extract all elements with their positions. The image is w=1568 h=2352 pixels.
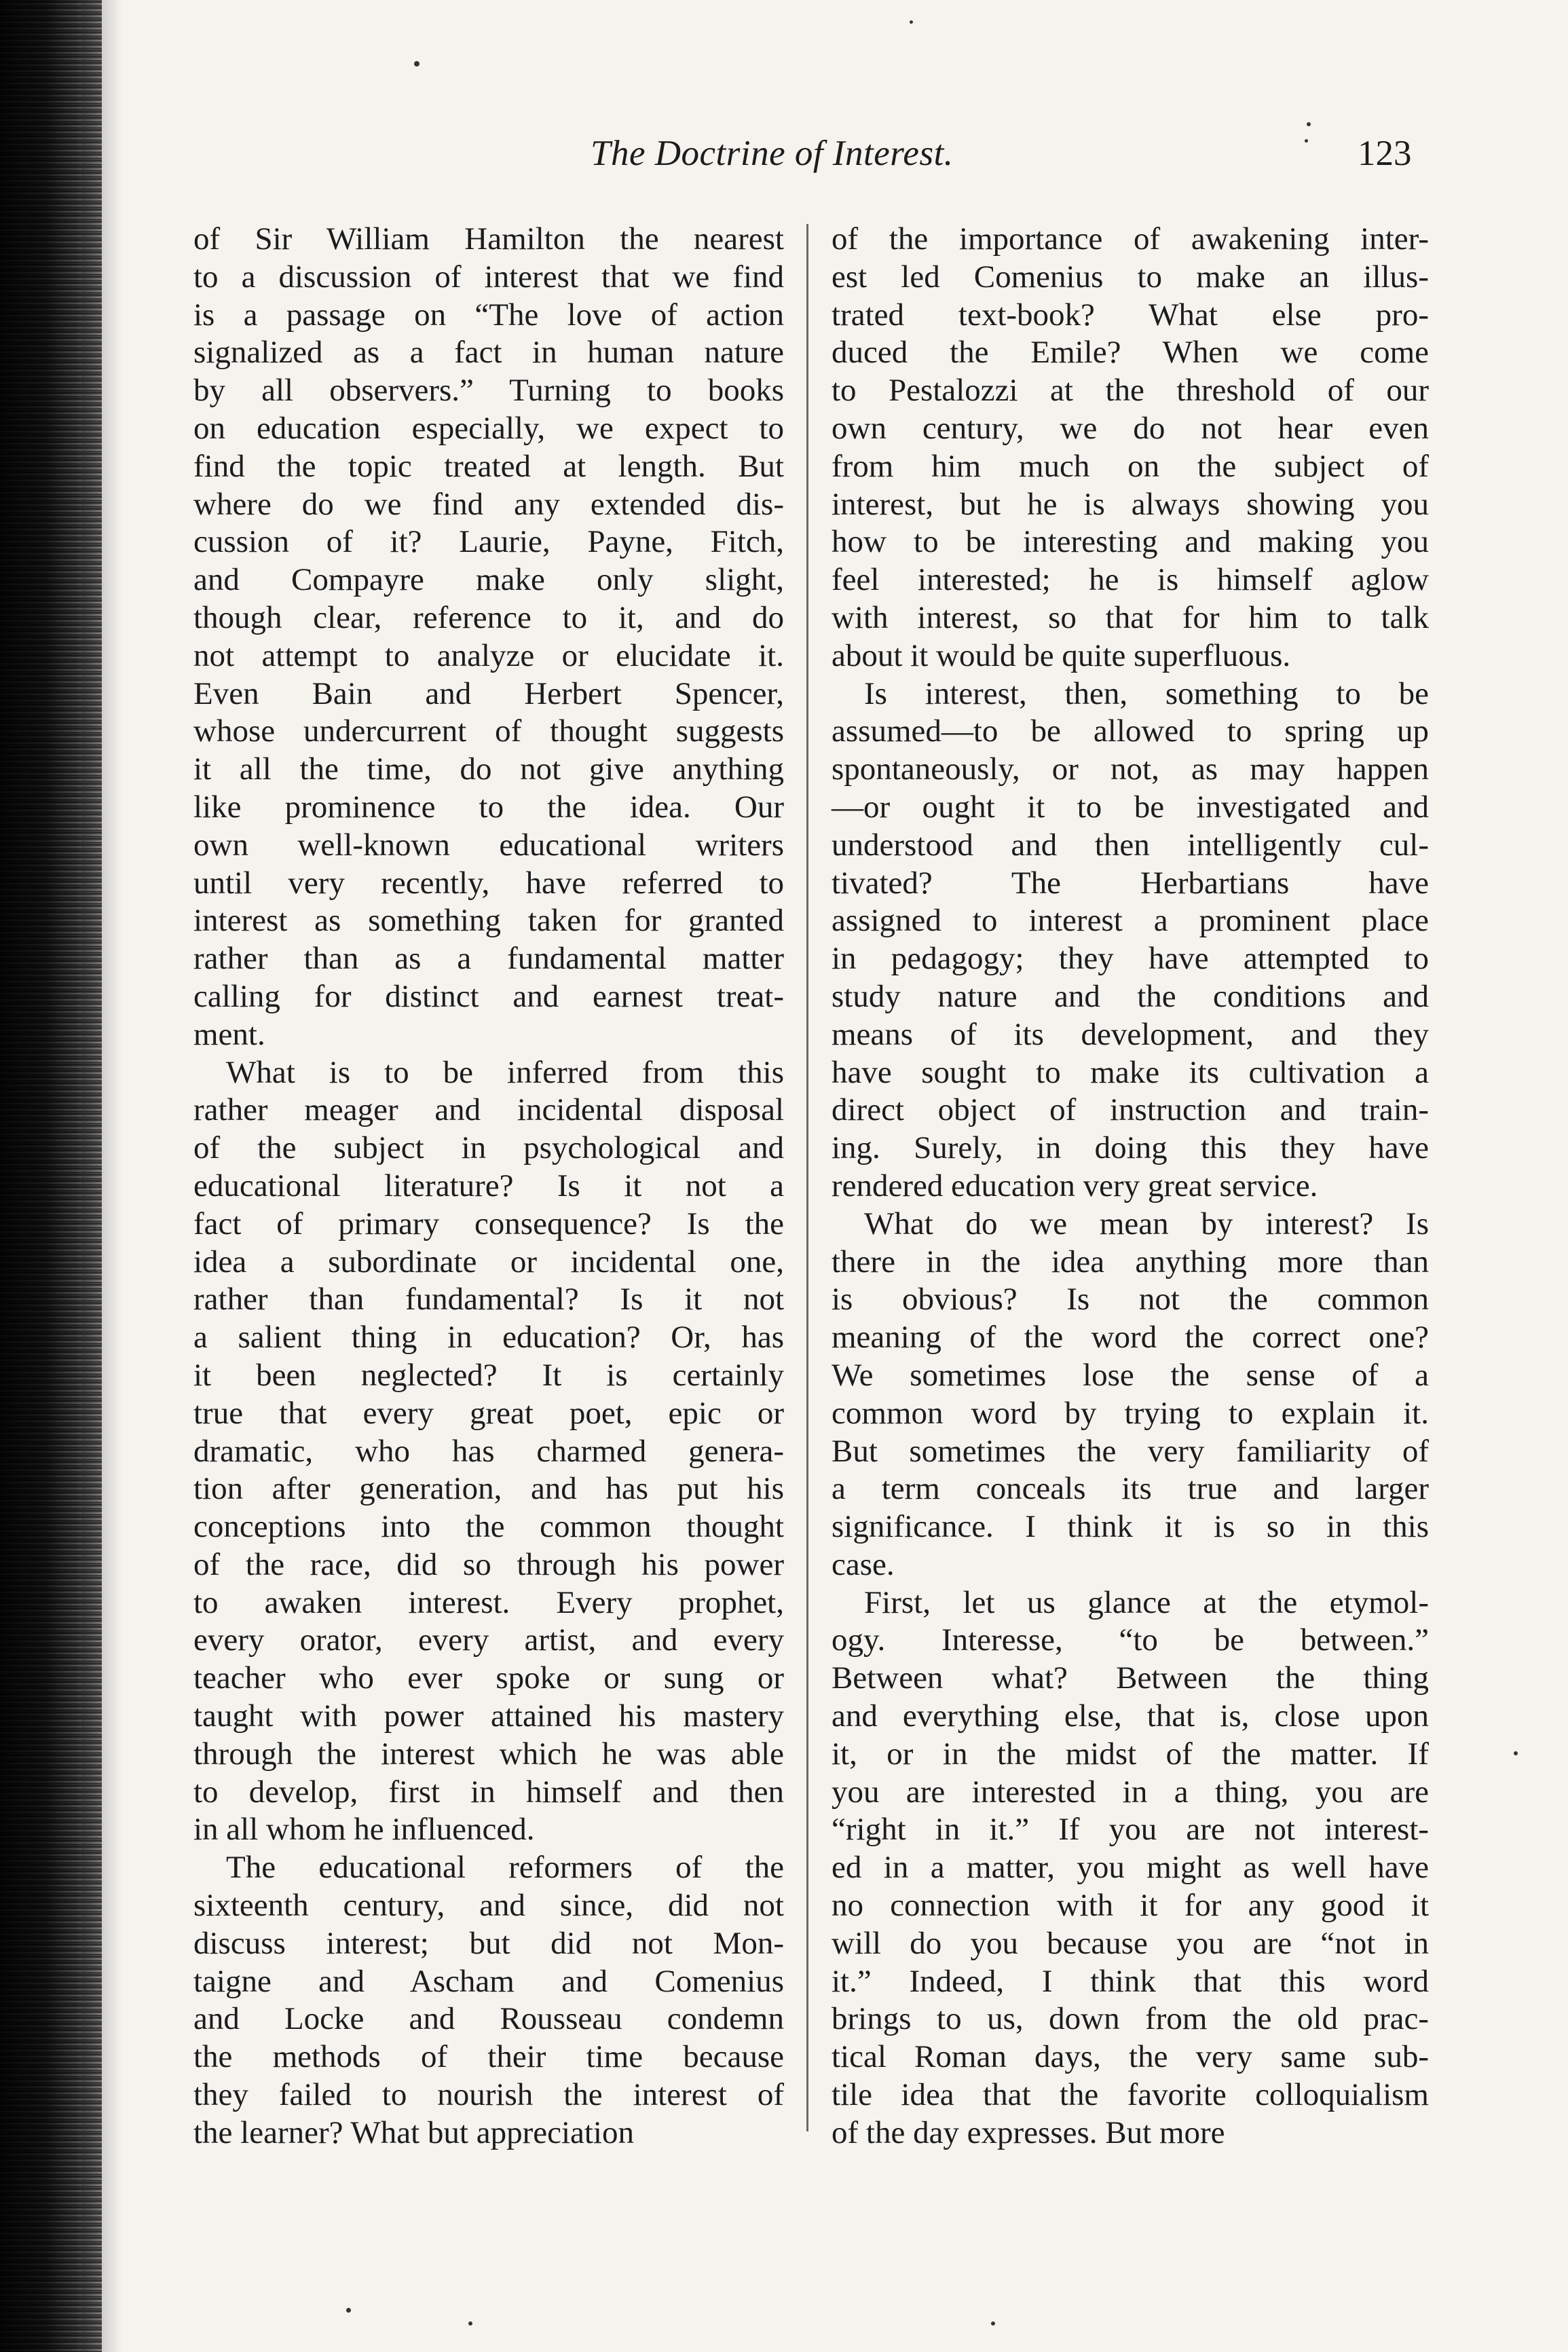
text-line: idea a subordinate or incidental one, <box>193 1244 784 1280</box>
text-line: no connection with it for any good it <box>832 1888 1429 1924</box>
text-line: Is interest, then, something to be <box>864 675 1429 711</box>
text-line: means of its development, and they <box>832 1016 1429 1052</box>
text-line: of Sir William Hamilton the nearest <box>193 221 784 257</box>
text-line: the methods of their time because <box>193 2039 784 2075</box>
text-line: ogy. Interesse, “to be between.” <box>832 1622 1429 1658</box>
text-line: First, let us glance at the etymol- <box>864 1584 1429 1620</box>
text-line: fact of primary consequence? Is the <box>193 1206 784 1242</box>
text-line: whose undercurrent of thought suggests <box>193 713 784 749</box>
left-column <box>193 221 784 2152</box>
text-line: interest as something taken for granted <box>193 903 784 939</box>
text-line: of the race, did so through his power <box>193 1546 784 1582</box>
text-line: direct object of instruction and train- <box>832 1092 1429 1128</box>
text-line: they failed to nourish the interest of <box>193 2077 784 2113</box>
text-line: meaning of the word the correct one? <box>832 1320 1429 1356</box>
text-line: We sometimes lose the sense of a <box>832 1357 1429 1393</box>
text-line: there in the idea anything more than <box>832 1244 1429 1280</box>
text-line: to awaken interest. Every prophet, <box>193 1584 784 1620</box>
right-column <box>832 221 1429 2152</box>
text-line: feel interested; he is himself aglow <box>832 562 1429 598</box>
text-line: conceptions into the common thought <box>193 1509 784 1545</box>
text-line: tile idea that the favorite colloquialism <box>832 2077 1429 2113</box>
text-line: it, or in the midst of the matter. If <box>832 1736 1429 1772</box>
text-line: every orator, every artist, and every <box>193 1622 784 1658</box>
text-line: rather meager and incidental disposal <box>193 1092 784 1128</box>
text-line: —or ought it to be investigated and <box>832 789 1429 825</box>
text-line: you are interested in a thing, you are <box>832 1774 1429 1810</box>
text-line: assigned to interest a prominent place <box>832 903 1429 939</box>
text-line: is obvious? Is not the common <box>832 1282 1429 1318</box>
text-line: What do we mean by interest? Is <box>864 1206 1429 1242</box>
binding-shadow <box>81 0 122 2352</box>
print-speck <box>346 2308 351 2313</box>
text-line: But sometimes the very familiarity of <box>832 1433 1429 1469</box>
text-line: Between what? Between the thing <box>832 1660 1429 1696</box>
running-title: The Doctrine of Interest. <box>591 134 954 173</box>
text-line: own well-known educational writers <box>193 827 784 863</box>
text-line: rather than as a fundamental matter <box>193 941 784 977</box>
text-line: on education especially, we expect to <box>193 410 784 446</box>
text-line: sixteenth century, and since, did not <box>193 1888 784 1924</box>
text-line: tical Roman days, the very same sub- <box>832 2039 1429 2075</box>
text-line: true that every great poet, epic or <box>193 1395 784 1431</box>
text-line: tion after generation, and has put his <box>193 1471 784 1507</box>
text-line: how to be interesting and making you <box>832 524 1429 560</box>
text-line: own century, we do not hear even <box>832 410 1429 446</box>
text-line: taigne and Ascham and Comenius <box>193 1963 784 1999</box>
text-line: dramatic, who has charmed genera- <box>193 1433 784 1469</box>
text-line: rendered education very great service. <box>832 1168 1318 1203</box>
text-line: in pedagogy; they have attempted to <box>832 941 1429 977</box>
text-line: a term conceals its true and larger <box>832 1471 1429 1507</box>
text-line: of the importance of awakening inter- <box>832 221 1429 257</box>
text-line: it.” Indeed, I think that this word <box>832 1963 1429 1999</box>
print-speck <box>1305 139 1308 143</box>
text-line: spontaneously, or not, as may happen <box>832 751 1429 787</box>
text-line: by all observers.” Turning to books <box>193 373 784 409</box>
text-line: brings to us, down from the old prac- <box>832 2001 1429 2037</box>
text-line: like prominence to the idea. Our <box>193 789 784 825</box>
print-speck <box>1514 1751 1518 1755</box>
text-line: understood and then intelligently cul- <box>832 827 1429 863</box>
text-line: and everything else, that is, close upon <box>832 1698 1429 1734</box>
text-line: common word by trying to explain it. <box>832 1395 1429 1431</box>
text-line: and Compayre make only slight, <box>193 562 784 598</box>
text-line: find the topic treated at length. But <box>193 448 784 484</box>
print-speck <box>991 2321 995 2326</box>
text-line: “right in it.” If you are not interest- <box>832 1812 1429 1848</box>
text-line: to a discussion of interest that we find <box>193 259 784 295</box>
text-line: from him much on the subject of <box>832 448 1429 484</box>
text-line: trated text-book? What else pro- <box>832 297 1429 333</box>
text-line: the learner? What but appreciation <box>193 2114 634 2150</box>
text-line: study nature and the conditions and <box>832 978 1429 1014</box>
print-speck <box>910 20 913 24</box>
text-line: duced the Emile? When we come <box>832 335 1429 371</box>
text-line: case. <box>832 1546 895 1582</box>
text-line: through the interest which he was able <box>193 1736 784 1772</box>
print-speck <box>414 61 419 67</box>
text-line: educational literature? Is it not a <box>193 1168 784 1203</box>
text-line: to Pestalozzi at the threshold of our <box>832 373 1429 409</box>
text-line: ing. Surely, in doing this they have <box>832 1130 1429 1166</box>
text-line: of the day expresses. But more <box>832 2114 1225 2150</box>
text-line: to develop, first in himself and then <box>193 1774 784 1810</box>
text-line: significance. I think it is so in this <box>832 1509 1429 1545</box>
text-line: est led Comenius to make an illus- <box>832 259 1429 295</box>
text-line: ment. <box>193 1016 265 1052</box>
text-line: it been neglected? It is certainly <box>193 1357 784 1393</box>
text-line: with interest, so that for him to talk <box>832 599 1429 635</box>
text-line: The educational reformers of the <box>226 1850 784 1886</box>
text-line: calling for distinct and earnest treat- <box>193 978 784 1014</box>
column-rule <box>806 224 808 2131</box>
text-line: discuss interest; but did not Mon- <box>193 1925 784 1961</box>
text-line: tivated? The Herbartians have <box>832 865 1429 901</box>
text-line: it all the time, do not give anything <box>193 751 784 787</box>
text-line: and Locke and Rousseau condemn <box>193 2001 784 2037</box>
text-line: have sought to make its cultivation a <box>832 1054 1429 1090</box>
text-line: taught with power attained his mastery <box>193 1698 784 1734</box>
text-line: of the subject in psychological and <box>193 1130 784 1166</box>
text-line: ed in a matter, you might as well have <box>832 1850 1429 1886</box>
text-line: assumed—to be allowed to spring up <box>832 713 1429 749</box>
text-line: in all whom he influenced. <box>193 1812 535 1848</box>
text-line: interest, but he is always showing you <box>832 486 1429 522</box>
page-number: 123 <box>1358 134 1412 173</box>
text-line: not attempt to analyze or elucidate it. <box>193 637 784 673</box>
running-head <box>0 133 1568 187</box>
text-line: a salient thing in education? Or, has <box>193 1320 784 1356</box>
text-line: will do you because you are “not in <box>832 1925 1429 1961</box>
text-line: What is to be inferred from this <box>226 1054 784 1090</box>
print-speck <box>468 2321 472 2326</box>
print-speck <box>1307 122 1311 126</box>
text-line: teacher who ever spoke or sung or <box>193 1660 784 1696</box>
text-line: rather than fundamental? Is it not <box>193 1282 784 1318</box>
text-line: where do we find any extended dis- <box>193 486 784 522</box>
text-line: until very recently, have referred to <box>193 865 784 901</box>
text-line: signalized as a fact in human nature <box>193 335 784 371</box>
text-line: cussion of it? Laurie, Payne, Fitch, <box>193 524 784 560</box>
text-line: about it would be quite superfluous. <box>832 637 1291 673</box>
text-line: though clear, reference to it, and do <box>193 599 784 635</box>
text-line: Even Bain and Herbert Spencer, <box>193 675 784 711</box>
text-line: is a passage on “The love of action <box>193 297 784 333</box>
